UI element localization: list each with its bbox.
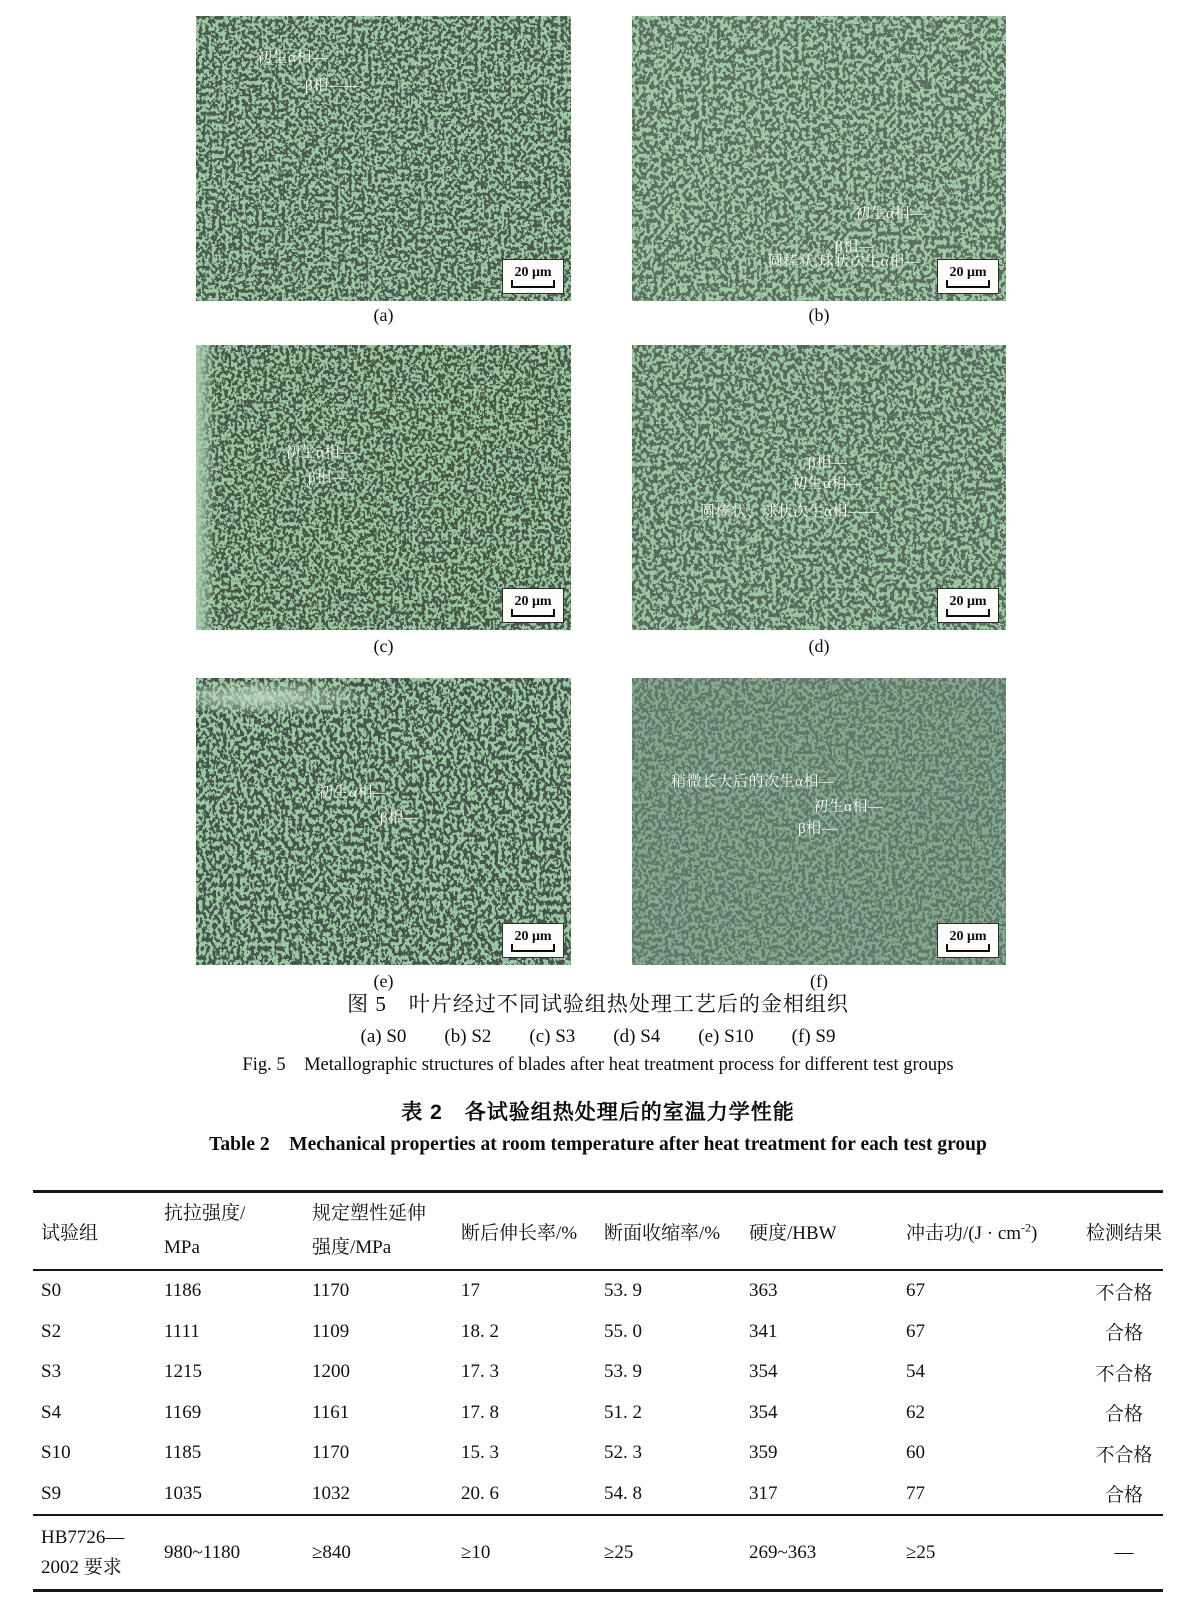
scale-bracket: [946, 609, 990, 617]
header-tensile: 抗拉强度/ MPa: [164, 1203, 246, 1258]
scale-bracket: [511, 944, 555, 952]
panel-label-d: (d): [808, 636, 830, 656]
header-yield: 规定塑性延伸 强度/MPa: [312, 1203, 427, 1258]
annotation-beta: β相—: [835, 239, 875, 255]
micrograph-panel-d: [632, 345, 1006, 630]
cell-yield: 1170: [312, 1442, 350, 1464]
scale-bar: [502, 259, 564, 294]
header-group: 试验组: [41, 1222, 99, 1244]
table-header-row: [33, 1193, 1163, 1271]
header-reduction: 断面收缩率/%: [604, 1222, 721, 1244]
requirement-row: [33, 1514, 1163, 1589]
cell-yield: 1109: [312, 1320, 350, 1342]
cell-tensile: 1185: [164, 1442, 202, 1464]
cell-impact: 77: [906, 1482, 925, 1504]
cell-impact: 62: [906, 1401, 925, 1423]
panel-label-e: (e): [373, 971, 394, 991]
cell-impact: 67: [906, 1280, 925, 1302]
cell-elongation: 17. 3: [461, 1361, 499, 1383]
bright-edge-region: [196, 682, 381, 716]
cell-group: S0: [41, 1280, 62, 1302]
cell-tensile: 1169: [164, 1401, 202, 1423]
scale-bracket: [511, 609, 555, 617]
cell-reduction: 53. 9: [604, 1280, 642, 1302]
cell-elongation: 17: [461, 1280, 480, 1302]
cell-yield: 1161: [312, 1401, 350, 1423]
cell-result: 不合格: [1095, 1444, 1153, 1466]
annotation-primary-alpha: 初生α相—: [285, 445, 356, 461]
scale-bar: [937, 923, 999, 958]
header-impact: 冲击功$/(J \cdot cm^{-2})$: [906, 1220, 1038, 1244]
figure-caption-cn: 图 5 叶片经过不同试验组热处理工艺后的金相组织: [347, 992, 849, 1016]
cell-reduction: 55. 0: [604, 1320, 642, 1342]
table-body: [33, 1271, 1163, 1514]
cell-yield: 1170: [312, 1280, 350, 1302]
scale-label: 20 μm: [949, 929, 987, 944]
scale-bar: [502, 588, 564, 623]
scale-bracket: [511, 280, 555, 288]
cell-impact: ≥25: [906, 1541, 936, 1563]
cell-reduction: 52. 3: [604, 1442, 642, 1464]
table-row: [33, 1312, 1163, 1353]
cell-tensile: 1111: [164, 1320, 200, 1342]
micrograph-panel-f: [632, 678, 1006, 965]
annotation-beta: β相—: [798, 821, 838, 837]
cell-yield: 1200: [312, 1361, 350, 1383]
panel-label-a: (a): [373, 305, 394, 325]
cell-reduction: ≥25: [604, 1541, 634, 1563]
figure-caption-en: Fig. 5 Metallographic structures of blades after heat treatment process for different test groups: [242, 1055, 954, 1075]
cell-impact: 67: [906, 1320, 925, 1342]
cell-group: S3: [41, 1361, 62, 1383]
annotation-primary-alpha: 初生α相—: [813, 799, 884, 815]
scale-label: 20 μm: [514, 265, 552, 280]
scale-label: 20 μm: [949, 265, 987, 280]
cell-tensile: 980~1180: [164, 1541, 241, 1563]
header-hardness: 硬度/HBW: [749, 1222, 837, 1244]
table-title-en: Table 2 Mechanical properties at room temperature after heat treatment for each test group: [209, 1134, 987, 1155]
cell-result: 不合格: [1095, 1282, 1153, 1304]
cell-result: 合格: [1104, 1323, 1143, 1345]
cell-tensile: 1035: [164, 1482, 202, 1504]
scale-label: 20 μm: [514, 594, 552, 609]
header-elongation: 断后伸长率/%: [461, 1222, 578, 1244]
cell-group: HB7726— 2002 要求: [41, 1526, 125, 1578]
annotation-beta: β相——: [305, 78, 360, 94]
annotation-primary-alpha: 初生α相—: [318, 785, 389, 801]
scale-bar: [937, 259, 999, 294]
table-row: [33, 1271, 1163, 1312]
scale-label: 20 μm: [949, 594, 987, 609]
annotation-secondary-alpha: 圆棒状、球状次生α相——: [700, 504, 879, 520]
cell-group: S9: [41, 1482, 62, 1504]
panel-label-b: (b): [808, 305, 830, 325]
cell-elongation: ≥10: [461, 1541, 491, 1563]
cell-elongation: 20. 6: [461, 1482, 499, 1504]
annotation-secondary-alpha: 圆棒状,球状次生α相—: [768, 254, 921, 270]
cell-impact: 54: [906, 1361, 925, 1383]
annotation-grown-secondary-alpha: 稍微长大后的次生α相—: [671, 774, 835, 790]
micrograph-panel-a: [196, 16, 571, 301]
cell-tensile: 1215: [164, 1361, 202, 1383]
micrograph-panel-e: [196, 678, 571, 965]
mechanical-properties-table: [33, 1190, 1163, 1592]
scale-bar: [937, 588, 999, 623]
cell-reduction: 53. 9: [604, 1361, 642, 1383]
scale-bracket: [946, 280, 990, 288]
annotation-primary-alpha: 初生α相—: [257, 50, 328, 66]
cell-elongation: 15. 3: [461, 1442, 499, 1464]
cell-hardness: 363: [749, 1280, 778, 1302]
cell-impact: 60: [906, 1442, 925, 1464]
table-row: [33, 1393, 1163, 1434]
cell-group: S10: [41, 1442, 71, 1464]
panel-label-c: (c): [373, 636, 394, 656]
annotation-beta: β相—: [808, 455, 848, 471]
annotation-beta: β相—: [308, 470, 348, 486]
micrograph-panel-c: [196, 345, 571, 630]
cell-yield: 1032: [312, 1482, 350, 1504]
bright-edge-region: [196, 345, 216, 630]
cell-hardness: 359: [749, 1442, 778, 1464]
cell-group: S2: [41, 1320, 62, 1342]
cell-group: S4: [41, 1401, 62, 1423]
header-result: 检测结果: [1085, 1222, 1162, 1244]
annotation-primary-alpha: 初生α相—: [855, 206, 926, 222]
cell-reduction: 54. 8: [604, 1482, 642, 1504]
scale-bracket: [946, 944, 990, 952]
cell-hardness: 269~363: [749, 1541, 817, 1563]
cell-hardness: 317: [749, 1482, 778, 1504]
cell-tensile: 1186: [164, 1280, 202, 1302]
cell-elongation: 17. 8: [461, 1401, 499, 1423]
panel-label-f: (f): [810, 971, 828, 991]
table-row: [33, 1352, 1163, 1393]
cell-reduction: 51. 2: [604, 1401, 642, 1423]
cell-yield: ≥840: [312, 1541, 351, 1563]
micrograph-panel-b: [632, 16, 1006, 301]
table-row: [33, 1474, 1163, 1515]
cell-result: —: [1114, 1541, 1134, 1563]
table-title-cn: 表 2 各试验组热处理后的室温力学性能: [401, 1101, 795, 1124]
cell-result: 不合格: [1095, 1363, 1153, 1385]
cell-hardness: 341: [749, 1320, 778, 1342]
cell-hardness: 354: [749, 1361, 778, 1383]
annotation-beta: β相—: [380, 810, 420, 826]
cell-hardness: 354: [749, 1401, 778, 1423]
cell-elongation: 18. 2: [461, 1320, 499, 1342]
figure-subcaption: (a) S0 (b) S2 (c) S3 (d) S4 (e) S10 (f) S9: [360, 1026, 836, 1047]
annotation-primary-alpha: 初生α相—: [792, 476, 863, 492]
cell-result: 合格: [1104, 1404, 1143, 1426]
table-row: [33, 1433, 1163, 1474]
scale-label: 20 μm: [514, 929, 552, 944]
cell-result: 合格: [1104, 1485, 1143, 1507]
scale-bar: [502, 923, 564, 958]
